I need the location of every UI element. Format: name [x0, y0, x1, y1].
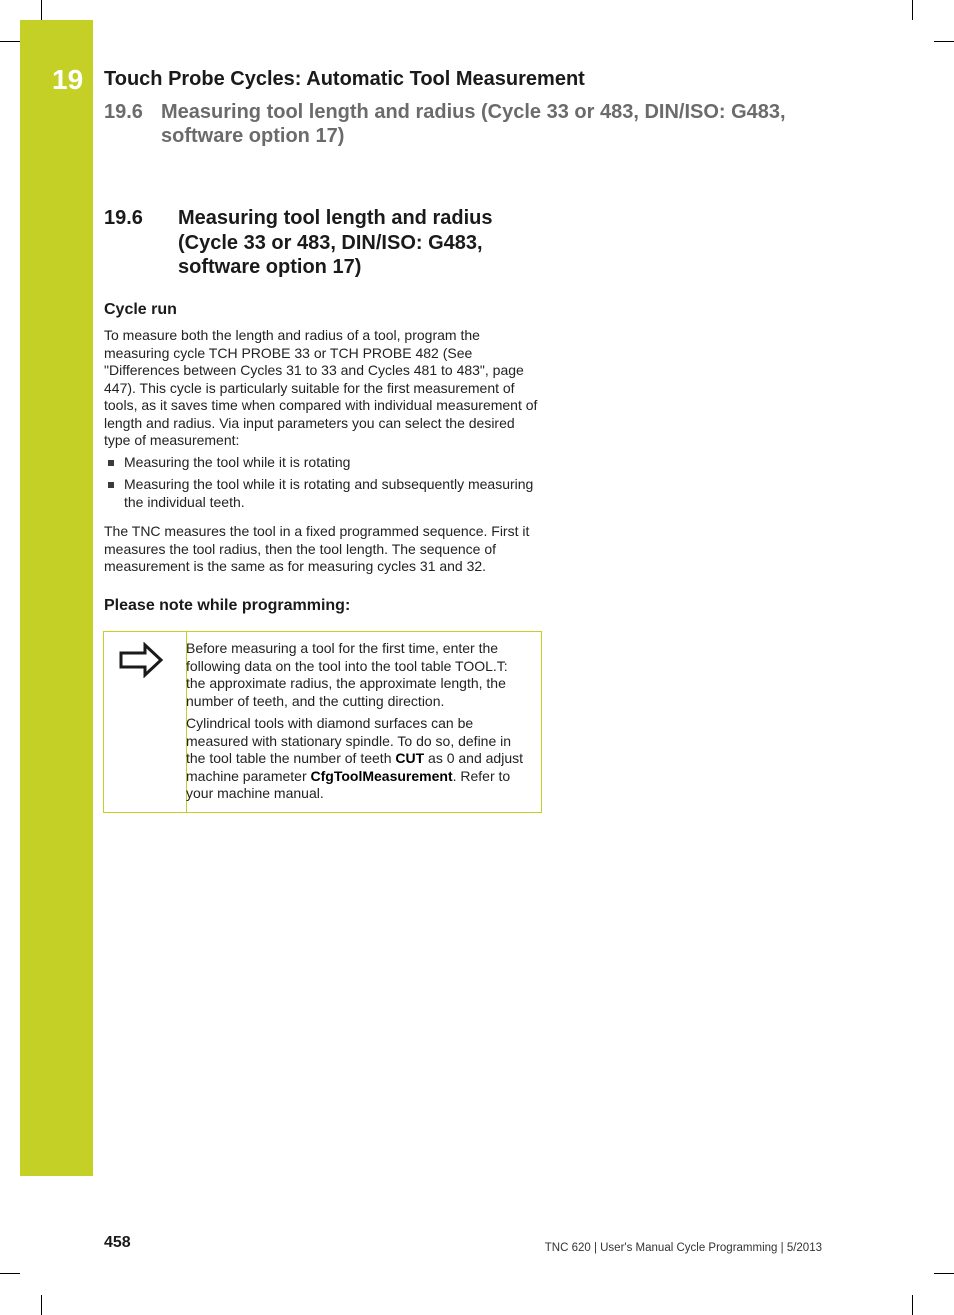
measurement-type-list: [104, 454, 542, 516]
note-paragraph-1: Before measuring a tool for the first time, enter the following data on the tool into the tool table TOOL.T: the approximate radius, the approximate length, the number of teeth, and the cutting direction.: [186, 640, 508, 709]
note-paragraph-2: Cylindrical tools with diamond surfaces can be measured with stationary spindle. To do so, define in the tool table the number of teeth CUT as 0 and adjust machine parameter CfgToolMeasurement. Refer to your machine manual.: [186, 715, 524, 801]
crop-mark: [912, 0, 913, 20]
running-header-title: Touch Probe Cycles: Automatic Tool Measurement: [104, 68, 585, 90]
cut-keyword: CUT: [395, 750, 425, 766]
crop-mark: [41, 0, 42, 20]
bullet-square-icon: [108, 460, 114, 466]
section-title: [104, 206, 544, 280]
list-item: Measuring the tool while it is rotating and subsequently measuring the individual teeth.: [104, 476, 542, 511]
crop-mark: [0, 1273, 20, 1274]
page-number: 458: [104, 1234, 131, 1251]
running-header-section-number: 19.6: [104, 101, 143, 123]
cycle-run-closing: The TNC measures the tool in a fixed programmed sequence. First it measures the tool radius, then the tool length. The sequence of measurement is the same as for measuring cycles 31 and 32.: [104, 523, 530, 574]
crop-mark: [0, 41, 20, 42]
cycle-run-intro: To measure both the length and radius of a tool, program the measuring cycle TCH PROBE 33 or TCH PROBE 482 (See "Differences between Cycles 31 to 33 and Cycles 481 to 483", page 447). This cycle is particularly suitable for the first measurement of tools, as it saves time when compared with individual measurement of length and radius. Via input parameters you can select the desired type of measurement:: [104, 327, 538, 448]
right-arrow-icon: [118, 642, 164, 678]
running-header-section: [104, 100, 824, 148]
note-text: [186, 640, 531, 808]
running-header-section-title: Measuring tool length and radius (Cycle 33 or 483, DIN/ISO: G483, software option 17): [161, 101, 786, 147]
note-box: [103, 631, 542, 813]
crop-mark: [934, 1273, 954, 1274]
chapter-sidebar: [20, 20, 93, 1176]
footer-text: TNC 620 | User's Manual Cycle Programming | 5/2013: [544, 1242, 822, 1254]
machine-parameter-keyword: CfgToolMeasurement: [310, 767, 453, 784]
section-title-text: Measuring tool length and radius (Cycle 33 or 483, DIN/ISO: G483, software option 17): [178, 207, 493, 278]
bullet-square-icon: [108, 482, 114, 488]
list-item: Measuring the tool while it is rotating: [104, 454, 542, 472]
crop-mark: [41, 1295, 42, 1315]
chapter-number: 19: [52, 64, 84, 95]
note-heading: Please note while programming:: [104, 597, 351, 614]
crop-mark: [934, 41, 954, 42]
section-number: 19.6: [104, 207, 143, 229]
cycle-run-heading: Cycle run: [104, 301, 177, 318]
crop-mark: [912, 1295, 913, 1315]
